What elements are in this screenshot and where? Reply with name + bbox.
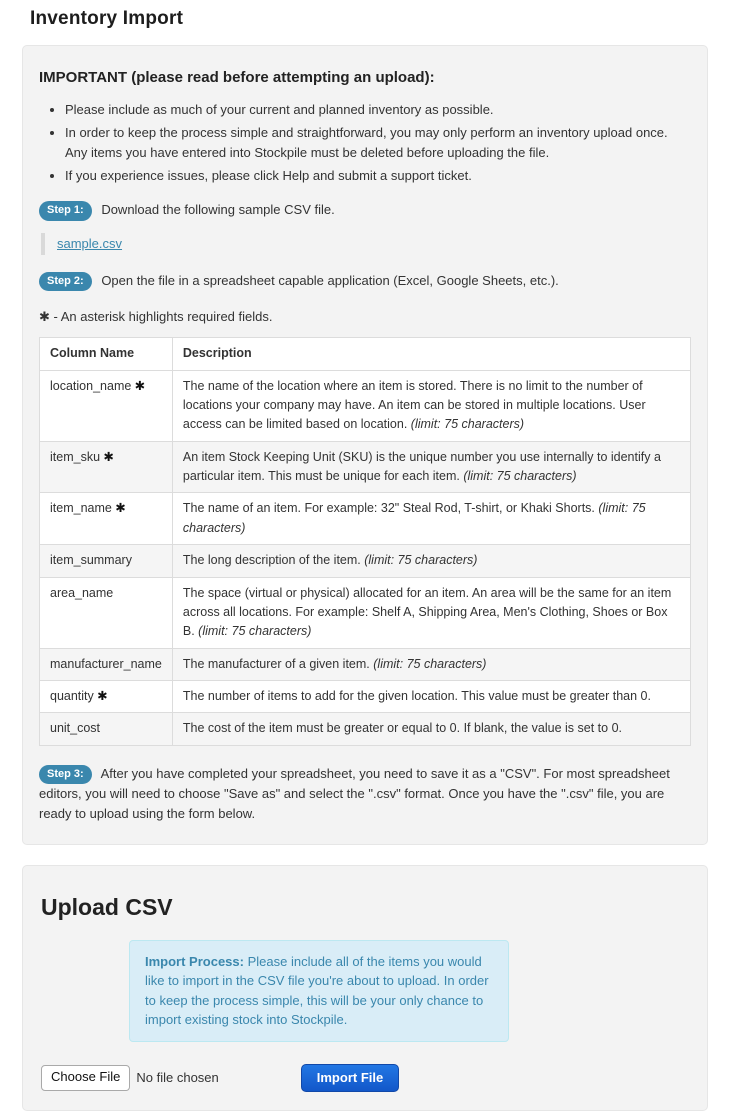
- table-row: [40, 441, 691, 493]
- important-bullets: [39, 100, 691, 187]
- table-row: [40, 648, 691, 680]
- step-2-row: [39, 271, 691, 291]
- sample-csv-link[interactable]: sample.csv: [57, 235, 123, 251]
- upload-panel: [22, 865, 708, 1111]
- column-name-cell: manufacturer_name: [40, 648, 173, 680]
- required-note: [39, 307, 691, 327]
- required-asterisk-icon: ✱: [134, 378, 146, 393]
- infobox-label: Import Process:: [145, 953, 244, 969]
- column-name-header: Column Name: [40, 338, 173, 370]
- choose-file-button[interactable]: Choose File: [41, 1065, 130, 1090]
- description-cell: The name of an item. For example: 32" Steal Rod, T-shirt, or Khaki Shorts. (limit: 75 characters): [172, 493, 690, 545]
- limit-note: (limit: 75 characters): [182, 501, 646, 535]
- column-name-cell: item_sku ✱: [40, 441, 173, 493]
- column-name-cell: location_name ✱: [40, 370, 173, 441]
- column-table: [39, 337, 691, 746]
- column-name-cell: item_summary: [40, 545, 173, 577]
- step-1-text: Download the following sample CSV file.: [101, 202, 335, 218]
- important-bullet-item: • Please include as much of your current and planned inventory as possible.: [65, 100, 691, 120]
- column-name-cell: unit_cost: [40, 713, 173, 745]
- required-asterisk-icon: ✱: [115, 501, 126, 516]
- table-header-row: [40, 338, 691, 370]
- description-cell: The number of items to add for the given location. This value must be greater than 0.: [172, 681, 690, 713]
- step-2-badge: Step 2:: [39, 272, 92, 291]
- important-panel: [22, 45, 708, 845]
- limit-note: (limit: 75 characters): [198, 624, 312, 639]
- important-bullet-item: • If you experience issues, please click Help and submit a support ticket.: [65, 166, 691, 186]
- required-asterisk-icon: ✱: [39, 308, 50, 324]
- limit-note: (limit: 75 characters): [410, 417, 525, 432]
- step-3-text: After you have completed your spreadsheet, you need to save it as a "CSV". For most spreadsheet editors, you will need to choose "Save as" and select the ".csv" format. Once you have the ".csv" file, you are ready to upload using the form below.: [39, 765, 670, 822]
- important-bullet-item: • In order to keep the process simple and straightforward, you may only perform an inventory upload once. Any items you have entered into Stockpile must be deleted before uploading the file.: [65, 123, 691, 163]
- upload-form-row: [41, 1064, 697, 1092]
- column-name-cell: quantity ✱: [40, 681, 173, 713]
- description-cell: The name of the location where an item is stored. There is no limit to the number of locations your company may have. An item can be stored in multiple locations. User access can be limited based on location. (limit: 75 characters): [172, 370, 690, 441]
- description-header: Description: [172, 338, 690, 370]
- no-file-chosen-text: No file chosen: [136, 1069, 219, 1085]
- column-table-body: [40, 370, 691, 745]
- step-3-row: [39, 764, 691, 825]
- description-cell: An item Stock Keeping Unit (SKU) is the unique number you use internally to identify a particular item. This must be unique for each item. (limit: 75 characters): [172, 441, 690, 493]
- required-note-text: - An asterisk highlights required fields.: [53, 308, 273, 324]
- import-process-infobox: [129, 940, 509, 1042]
- description-cell: The space (virtual or physical) allocated for an item. An area will be the same for an item across all locations. For example: Shelf A, Shipping Area, Men's Clothing, Shoes or Box B. (limit: 75 characters): [172, 577, 690, 648]
- step-3-badge: Step 3:: [39, 765, 92, 784]
- page-title: Inventory Import: [30, 8, 184, 29]
- import-file-button[interactable]: Import File: [301, 1064, 399, 1092]
- important-heading: IMPORTANT (please read before attempting an upload):: [39, 69, 435, 87]
- step-1-row: [39, 200, 691, 220]
- column-name-cell: item_name ✱: [40, 493, 173, 545]
- upload-heading: Upload CSV: [41, 894, 173, 921]
- table-row: [40, 545, 691, 577]
- limit-note: (limit: 75 characters): [373, 656, 487, 671]
- table-row: [40, 577, 691, 648]
- infobox-text: Please include all of the items you would like to import in the CSV file you're about to upload. In order to keep the process simple, this will be your only chance to import existing stock into Stockpile.: [145, 953, 489, 1028]
- required-asterisk-icon: ✱: [97, 689, 108, 703]
- column-name-cell: area_name: [40, 577, 173, 648]
- description-cell: The manufacturer of a given item. (limit: 75 characters): [172, 648, 690, 680]
- table-row: [40, 681, 691, 713]
- table-row: [40, 713, 691, 745]
- step-1-badge: Step 1:: [39, 201, 92, 220]
- required-asterisk-icon: ✱: [103, 449, 114, 464]
- limit-note: (limit: 75 characters): [364, 553, 478, 568]
- sample-file-blockquote: [41, 233, 691, 255]
- description-cell: The long description of the item. (limit: 75 characters): [172, 545, 690, 577]
- step-2-text: Open the file in a spreadsheet capable application (Excel, Google Sheets, etc.).: [101, 272, 559, 288]
- table-row: [40, 493, 691, 545]
- limit-note: (limit: 75 characters): [463, 469, 577, 483]
- table-row: [40, 370, 691, 441]
- description-cell: The cost of the item must be greater or equal to 0. If blank, the value is set to 0.: [172, 713, 690, 745]
